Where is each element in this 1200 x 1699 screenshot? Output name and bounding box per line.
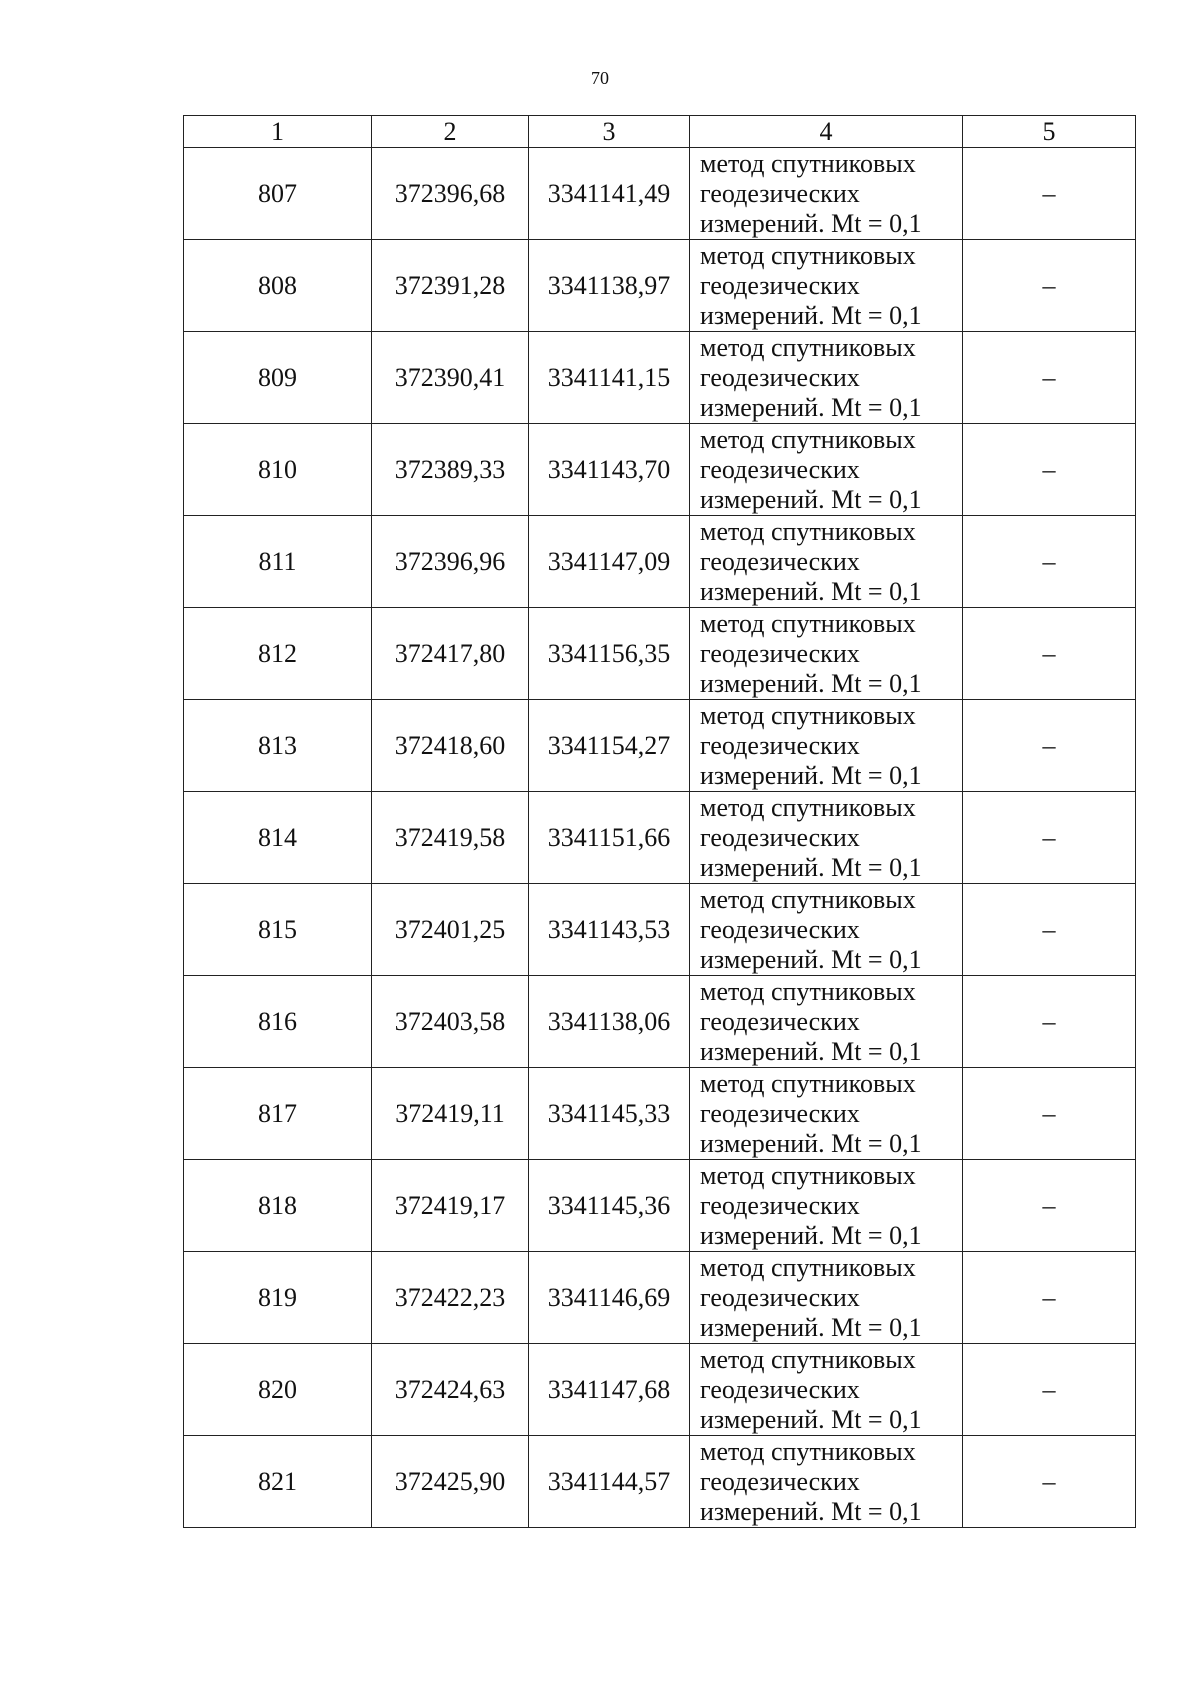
x-coordinate-cell: 372396,96: [372, 516, 529, 608]
table-row: [184, 1252, 1136, 1344]
method-text-line: измерений. Mt = 0,1: [700, 484, 922, 514]
method-text-line: метод спутниковых: [700, 1344, 916, 1374]
note-cell: –: [963, 424, 1136, 516]
method-cell: [690, 884, 963, 976]
note-cell: –: [963, 332, 1136, 424]
method-text-line: метод спутниковых: [700, 1252, 916, 1282]
point-number-cell: 809: [184, 332, 372, 424]
point-number-cell: 813: [184, 700, 372, 792]
point-number-cell: 812: [184, 608, 372, 700]
method-text-line: измерений. Mt = 0,1: [700, 300, 922, 330]
x-coordinate-cell: 372419,11: [372, 1068, 529, 1160]
method-cell: [690, 1068, 963, 1160]
note-cell: –: [963, 1344, 1136, 1436]
column-header-5: 5: [963, 116, 1136, 148]
note-cell: –: [963, 1252, 1136, 1344]
page-number: 70: [591, 68, 609, 88]
method-text-line: метод спутниковых: [700, 700, 916, 730]
method-cell: [690, 240, 963, 332]
method-text-line: измерений. Mt = 0,1: [700, 944, 922, 974]
x-coordinate-cell: 372391,28: [372, 240, 529, 332]
table-row: [184, 332, 1136, 424]
method-text-line: метод спутниковых: [700, 608, 916, 638]
note-cell: –: [963, 700, 1136, 792]
method-text-line: геодезических: [700, 638, 860, 668]
point-number-cell: 821: [184, 1436, 372, 1528]
method-cell: [690, 332, 963, 424]
point-number-cell: 808: [184, 240, 372, 332]
note-cell: –: [963, 884, 1136, 976]
table-header: [184, 116, 1136, 148]
y-coordinate-cell: 3341144,57: [529, 1436, 690, 1528]
column-header-4: 4: [690, 116, 963, 148]
x-coordinate-cell: 372390,41: [372, 332, 529, 424]
method-cell: [690, 608, 963, 700]
method-cell: [690, 516, 963, 608]
header-row: [184, 116, 1136, 148]
table-row: [184, 884, 1136, 976]
x-coordinate-cell: 372396,68: [372, 148, 529, 240]
method-text-line: измерений. Mt = 0,1: [700, 576, 922, 606]
x-coordinate-cell: 372401,25: [372, 884, 529, 976]
x-coordinate-cell: 372417,80: [372, 608, 529, 700]
y-coordinate-cell: 3341141,49: [529, 148, 690, 240]
method-text-line: измерений. Mt = 0,1: [700, 392, 922, 422]
point-number-cell: 814: [184, 792, 372, 884]
x-coordinate-cell: 372424,63: [372, 1344, 529, 1436]
method-text-line: геодезических: [700, 362, 860, 392]
note-cell: –: [963, 608, 1136, 700]
method-text-line: измерений. Mt = 0,1: [700, 1128, 922, 1158]
x-coordinate-cell: 372418,60: [372, 700, 529, 792]
method-text-line: метод спутниковых: [700, 424, 916, 454]
point-number-cell: 810: [184, 424, 372, 516]
method-text-line: метод спутниковых: [700, 332, 916, 362]
x-coordinate-cell: 372422,23: [372, 1252, 529, 1344]
table-row: [184, 1068, 1136, 1160]
x-coordinate-cell: 372389,33: [372, 424, 529, 516]
method-text-line: геодезических: [700, 178, 860, 208]
method-cell: [690, 1252, 963, 1344]
method-text-line: геодезических: [700, 1006, 860, 1036]
y-coordinate-cell: 3341143,70: [529, 424, 690, 516]
y-coordinate-cell: 3341151,66: [529, 792, 690, 884]
table-row: [184, 1344, 1136, 1436]
method-text-line: геодезических: [700, 454, 860, 484]
point-number-cell: 816: [184, 976, 372, 1068]
column-header-3: 3: [529, 116, 690, 148]
method-text-line: измерений. Mt = 0,1: [700, 208, 922, 238]
table-row: [184, 1160, 1136, 1252]
y-coordinate-cell: 3341138,97: [529, 240, 690, 332]
method-text-line: геодезических: [700, 1098, 860, 1128]
method-text-line: метод спутниковых: [700, 240, 916, 270]
method-text-line: измерений. Mt = 0,1: [700, 1220, 922, 1250]
x-coordinate-cell: 372403,58: [372, 976, 529, 1068]
point-number-cell: 818: [184, 1160, 372, 1252]
point-number-cell: 820: [184, 1344, 372, 1436]
point-number-cell: 819: [184, 1252, 372, 1344]
table-row: [184, 700, 1136, 792]
point-number-cell: 815: [184, 884, 372, 976]
method-text-line: измерений. Mt = 0,1: [700, 1036, 922, 1066]
table-row: [184, 608, 1136, 700]
method-text-line: метод спутниковых: [700, 1436, 916, 1466]
table-body: [184, 148, 1136, 1528]
method-text-line: измерений. Mt = 0,1: [700, 1312, 922, 1342]
method-text-line: измерений. Mt = 0,1: [700, 852, 922, 882]
note-cell: –: [963, 1160, 1136, 1252]
y-coordinate-cell: 3341154,27: [529, 700, 690, 792]
method-text-line: метод спутниковых: [700, 884, 916, 914]
table-row: [184, 516, 1136, 608]
method-text-line: метод спутниковых: [700, 976, 916, 1006]
note-cell: –: [963, 148, 1136, 240]
method-text-line: метод спутниковых: [700, 148, 916, 178]
note-cell: –: [963, 1068, 1136, 1160]
y-coordinate-cell: 3341146,69: [529, 1252, 690, 1344]
method-text-line: геодезических: [700, 546, 860, 576]
table-row: [184, 1436, 1136, 1528]
y-coordinate-cell: 3341145,36: [529, 1160, 690, 1252]
method-cell: [690, 700, 963, 792]
method-cell: [690, 424, 963, 516]
method-cell: [690, 148, 963, 240]
table-row: [184, 424, 1136, 516]
method-text-line: геодезических: [700, 822, 860, 852]
column-header-2: 2: [372, 116, 529, 148]
point-number-cell: 817: [184, 1068, 372, 1160]
point-number-cell: 807: [184, 148, 372, 240]
note-cell: –: [963, 240, 1136, 332]
table-row: [184, 240, 1136, 332]
method-text-line: геодезических: [700, 1374, 860, 1404]
method-text-line: измерений. Mt = 0,1: [700, 668, 922, 698]
method-cell: [690, 1344, 963, 1436]
x-coordinate-cell: 372419,58: [372, 792, 529, 884]
y-coordinate-cell: 3341147,68: [529, 1344, 690, 1436]
note-cell: –: [963, 516, 1136, 608]
column-header-1: 1: [184, 116, 372, 148]
method-text-line: геодезических: [700, 914, 860, 944]
method-text-line: метод спутниковых: [700, 1160, 916, 1190]
y-coordinate-cell: 3341156,35: [529, 608, 690, 700]
method-text-line: измерений. Mt = 0,1: [700, 1496, 922, 1526]
note-cell: –: [963, 976, 1136, 1068]
method-text-line: геодезических: [700, 730, 860, 760]
method-text-line: метод спутниковых: [700, 792, 916, 822]
method-cell: [690, 792, 963, 884]
y-coordinate-cell: 3341145,33: [529, 1068, 690, 1160]
method-text-line: геодезических: [700, 1466, 860, 1496]
method-cell: [690, 976, 963, 1068]
note-cell: –: [963, 792, 1136, 884]
y-coordinate-cell: 3341147,09: [529, 516, 690, 608]
method-text-line: измерений. Mt = 0,1: [700, 1404, 922, 1434]
method-text-line: метод спутниковых: [700, 1068, 916, 1098]
method-cell: [690, 1160, 963, 1252]
method-text-line: геодезических: [700, 1282, 860, 1312]
y-coordinate-cell: 3341143,53: [529, 884, 690, 976]
method-text-line: метод спутниковых: [700, 516, 916, 546]
table-row: [184, 792, 1136, 884]
method-text-line: геодезических: [700, 270, 860, 300]
table-row: [184, 148, 1136, 240]
method-cell: [690, 1436, 963, 1528]
point-number-cell: 811: [184, 516, 372, 608]
method-text-line: измерений. Mt = 0,1: [700, 760, 922, 790]
table-row: [184, 976, 1136, 1068]
method-text-line: геодезических: [700, 1190, 860, 1220]
x-coordinate-cell: 372425,90: [372, 1436, 529, 1528]
x-coordinate-cell: 372419,17: [372, 1160, 529, 1252]
note-cell: –: [963, 1436, 1136, 1528]
coordinates-table: [183, 115, 1136, 1528]
y-coordinate-cell: 3341138,06: [529, 976, 690, 1068]
y-coordinate-cell: 3341141,15: [529, 332, 690, 424]
